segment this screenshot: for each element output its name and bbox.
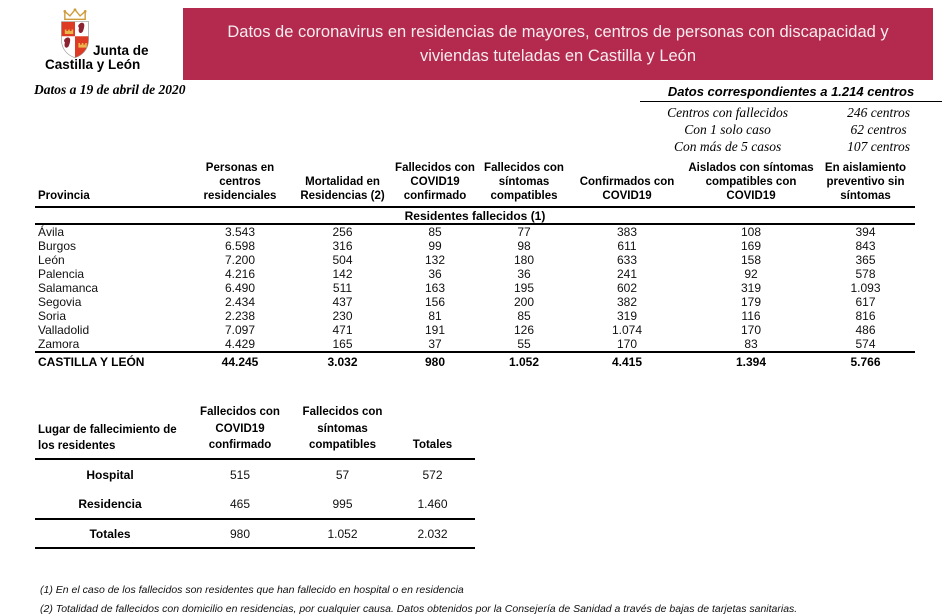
province-name: León [38,253,65,268]
province-name: Soria [38,309,67,324]
column-header: Confirmados con COVID19 [568,162,686,207]
table-row [35,239,915,253]
value-cell: 4.429 [224,337,256,352]
column-header: Fallecidos con COVID19 confirmado [185,404,295,459]
value-cell: 98 [517,239,531,254]
value-cell: 7.200 [224,253,256,268]
value-cell: 2.434 [224,295,256,310]
value-cell: 471 [332,323,353,338]
summary-value: 246 centros [847,105,910,120]
value-cell: 382 [616,295,638,310]
column-header-place: Lugar de fallecimiento de los residentes [35,404,185,459]
value-cell: 85 [428,225,442,240]
total-value: 3.032 [295,352,390,370]
summary-row [640,104,942,121]
value-cell: 169 [740,239,762,254]
summary-label: Centros con fallecidos [667,105,789,120]
value-cell: 156 [424,295,446,310]
table-row [35,295,915,309]
value-cell: 55 [517,337,531,352]
column-header: Aislados con síntomas compatibles con COVID19 [686,162,816,207]
value-cell: 816 [855,309,876,324]
table-row [35,267,915,281]
value-cell: 191 [424,323,446,338]
table-row [35,224,915,239]
footnote-2: (2) Totalidad de fallecidos con domicilio en residencias, por cualquier causa. Datos obtenidos por la Consejería de Sanidad a través de bajas de tarjetas sanitarias. [40,603,798,615]
total-value: 44.245 [185,352,295,370]
value-cell: 256 [332,225,353,240]
value-cell: 230 [332,309,353,324]
summary-label: Con 1 solo caso [684,122,771,137]
value-cell: 6.490 [224,281,256,296]
value-cell: 179 [740,295,762,310]
summary-value: 62 centros [850,122,907,137]
column-header: Mortalidad en Residencias (2) [295,162,390,207]
value-cell: 241 [616,267,638,282]
subheader-label: Residentes fallecidos (1) [35,207,915,224]
total-value: 2.032 [390,519,475,548]
report-date: Datos a 19 de abril de 2020 [34,82,186,97]
column-header: Fallecidos con síntomas compatibles [480,162,568,207]
value-cell: 200 [513,295,535,310]
footnote-1: (1) En el caso de los fallecidos son residentes que han fallecido en hospital o en residencia [40,584,464,596]
total-value: 1.394 [686,352,816,370]
value-cell: 6.598 [224,239,256,254]
value-cell: 142 [332,267,353,282]
column-header: Fallecidos con síntomas compatibles [295,404,390,459]
centers-summary-title: Datos correspondientes a 1.214 centros [640,84,942,102]
column-header-provincia: Provincia [35,162,185,207]
total-value: 980 [185,519,295,548]
value-cell: 1.074 [611,323,643,338]
table-header-row [35,404,475,459]
province-name: Valladolid [38,323,90,338]
column-header: Totales [390,404,475,459]
summary-value: 107 centros [847,139,910,154]
value-cell: 319 [740,281,762,296]
total-label: CASTILLA Y LEÓN [35,352,185,370]
page-title: Datos de coronavirus en residencias de mayores, centros de personas con discapacidad y viviendas tuteladas en Castilla y León [227,23,889,65]
value-cell: 4.216 [224,267,256,282]
value-cell: 99 [428,239,442,254]
table-row [35,323,915,337]
death-place-table [35,404,475,549]
provinces-table [35,162,915,370]
value-cell: 578 [855,267,876,282]
summary-label: Con más de 5 casos [673,139,782,154]
value-cell: 515 [229,467,251,482]
total-value: 1.052 [295,519,390,548]
table-row [35,337,915,352]
table-row [35,489,475,519]
value-cell: 163 [424,281,446,296]
subheader-row [35,207,915,224]
value-cell: 170 [616,337,638,352]
logo-text-line1: Junta de [93,43,149,58]
value-cell: 7.097 [224,323,256,338]
value-cell: 36 [428,267,442,282]
value-cell: 116 [741,309,761,324]
province-name: Salamanca [38,281,99,296]
table-row [35,253,915,267]
value-cell: 633 [616,253,638,268]
value-cell: 383 [616,225,638,240]
summary-row [640,121,942,138]
value-cell: 158 [740,253,762,268]
column-header: En aislamiento preventivo sin síntomas [816,162,915,207]
value-cell: 170 [740,323,762,338]
province-name: Segovia [38,295,82,310]
province-name: Zamora [38,337,80,352]
value-cell: 57 [335,467,350,482]
table-row [35,459,475,489]
centers-summary [640,84,942,155]
total-value: 5.766 [816,352,915,370]
value-cell: 3.543 [224,225,256,240]
value-cell: 611 [617,239,637,254]
value-cell: 180 [513,253,535,268]
value-cell: 572 [422,467,443,482]
value-cell: 319 [616,309,638,324]
total-label: Totales [35,519,185,548]
value-cell: 85 [517,309,531,324]
column-header: Personas en centros residenciales [185,162,295,207]
value-cell: 195 [513,281,535,296]
place-name: Residencia [78,496,142,511]
total-row [35,352,915,370]
total-value: 1.052 [480,352,568,370]
value-cell: 1.093 [850,281,881,296]
table-row [35,309,915,323]
total-value: 4.415 [568,352,686,370]
value-cell: 108 [740,225,762,240]
place-name: Hospital [86,467,134,482]
value-cell: 83 [744,337,758,352]
value-cell: 36 [517,267,531,282]
value-cell: 132 [424,253,446,268]
value-cell: 1.460 [417,496,448,511]
province-name: Ávila [38,225,65,240]
value-cell: 165 [332,337,353,352]
value-cell: 843 [855,239,876,254]
total-value: 980 [390,352,480,370]
summary-row [640,138,942,155]
value-cell: 617 [855,295,876,310]
province-name: Burgos [38,239,77,254]
value-cell: 77 [517,225,531,240]
column-header: Fallecidos con COVID19 confirmado [390,162,480,207]
province-name: Palencia [38,267,85,282]
junta-logo [45,6,185,78]
table-row [35,281,915,295]
value-cell: 465 [229,496,251,511]
value-cell: 486 [855,323,876,338]
value-cell: 92 [744,267,758,282]
value-cell: 126 [513,323,535,338]
value-cell: 574 [855,337,876,352]
value-cell: 81 [428,309,442,324]
value-cell: 602 [616,281,638,296]
value-cell: 995 [332,496,353,511]
logo-text-line2: Castilla y León [45,57,141,72]
value-cell: 437 [332,295,353,310]
coat-of-arms-icon [58,8,92,60]
total-row [35,519,475,548]
value-cell: 511 [332,281,353,296]
value-cell: 316 [332,239,353,254]
value-cell: 365 [855,253,876,268]
value-cell: 2.238 [224,309,256,324]
title-banner [183,8,933,80]
value-cell: 394 [855,225,876,240]
table-header-row [35,162,915,207]
value-cell: 37 [428,337,442,352]
value-cell: 504 [332,253,353,268]
